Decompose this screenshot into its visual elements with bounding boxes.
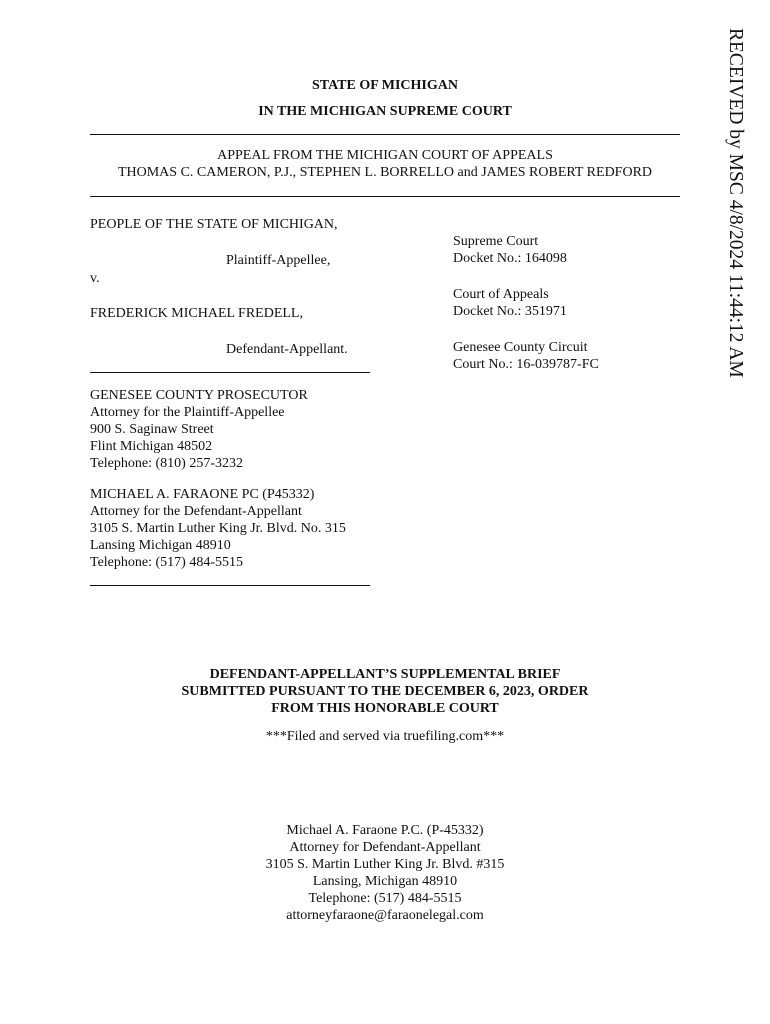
prosecutor-city: Flint Michigan 48502 xyxy=(90,439,213,454)
prosecutor-name: GENESEE COUNTY PROSECUTOR xyxy=(90,388,308,403)
counsel-rule xyxy=(90,585,370,586)
signature-city: Lansing, Michigan 48910 xyxy=(312,874,458,889)
defense-city: Lansing Michigan 48910 xyxy=(90,538,231,553)
signature-block xyxy=(90,822,680,924)
defense-counsel-block xyxy=(90,486,346,571)
circuit-court-number: Court No.: 16-039787-FC xyxy=(453,357,599,372)
brief-title-line-3: FROM THIS HONORABLE COURT xyxy=(271,701,499,716)
header-rule-bottom xyxy=(90,196,680,197)
prosecutor-block xyxy=(90,387,308,472)
prosecutor-street: 900 S. Saginaw Street xyxy=(90,422,214,437)
header-rule-top xyxy=(90,134,680,135)
supreme-court-docket: Docket No.: 164098 xyxy=(453,251,567,266)
brief-title-line-1: DEFENDANT-APPELLANT’S SUPPLEMENTAL BRIEF xyxy=(209,667,561,682)
state-heading: STATE OF MICHIGAN xyxy=(312,78,458,93)
plaintiff-name: PEOPLE OF THE STATE OF MICHIGAN, xyxy=(90,217,338,232)
signature-name: Michael A. Faraone P.C. (P-45332) xyxy=(286,823,484,838)
signature-email: attorneyfaraone@faraonelegal.com xyxy=(286,908,484,923)
defendant-role: Defendant-Appellant. xyxy=(226,342,348,357)
signature-phone: Telephone: (517) 484-5515 xyxy=(308,891,462,906)
court-heading: IN THE MICHIGAN SUPREME COURT xyxy=(258,104,512,119)
docket-block xyxy=(453,233,599,373)
appeal-line-1: APPEAL FROM THE MICHIGAN COURT OF APPEALS xyxy=(217,148,553,163)
defense-name: MICHAEL A. FARAONE PC (P45332) xyxy=(90,487,315,502)
filed-note: ***Filed and served via truefiling.com*** xyxy=(265,729,505,744)
appeals-court-label: Court of Appeals xyxy=(453,287,549,302)
brief-title xyxy=(90,666,680,717)
prosecutor-phone: Telephone: (810) 257-3232 xyxy=(90,456,243,471)
defense-phone: Telephone: (517) 484-5515 xyxy=(90,555,243,570)
signature-role: Attorney for Defendant-Appellant xyxy=(289,840,481,855)
appeals-court-docket: Docket No.: 351971 xyxy=(453,304,567,319)
defendant-name: FREDERICK MICHAEL FREDELL, xyxy=(90,306,303,321)
caption-rule xyxy=(90,372,370,373)
prosecutor-role: Attorney for the Plaintiff-Appellee xyxy=(90,405,285,420)
supreme-court-label: Supreme Court xyxy=(453,234,539,249)
appeal-line-2: THOMAS C. CAMERON, P.J., STEPHEN L. BORRELLO and JAMES ROBERT REDFORD xyxy=(117,165,653,180)
received-stamp: RECEIVED by MSC 4/8/2024 11:44:12 AM xyxy=(725,28,746,378)
circuit-court-label: Genesee County Circuit xyxy=(453,340,588,355)
plaintiff-role: Plaintiff-Appellee, xyxy=(226,253,331,268)
signature-street: 3105 S. Martin Luther King Jr. Blvd. #315 xyxy=(265,857,505,872)
defense-street: 3105 S. Martin Luther King Jr. Blvd. No. 315 xyxy=(90,521,346,536)
defense-role: Attorney for the Defendant-Appellant xyxy=(90,504,302,519)
versus: v. xyxy=(90,271,100,286)
brief-title-line-2: SUBMITTED PURSUANT TO THE DECEMBER 6, 2023, ORDER xyxy=(181,684,589,699)
